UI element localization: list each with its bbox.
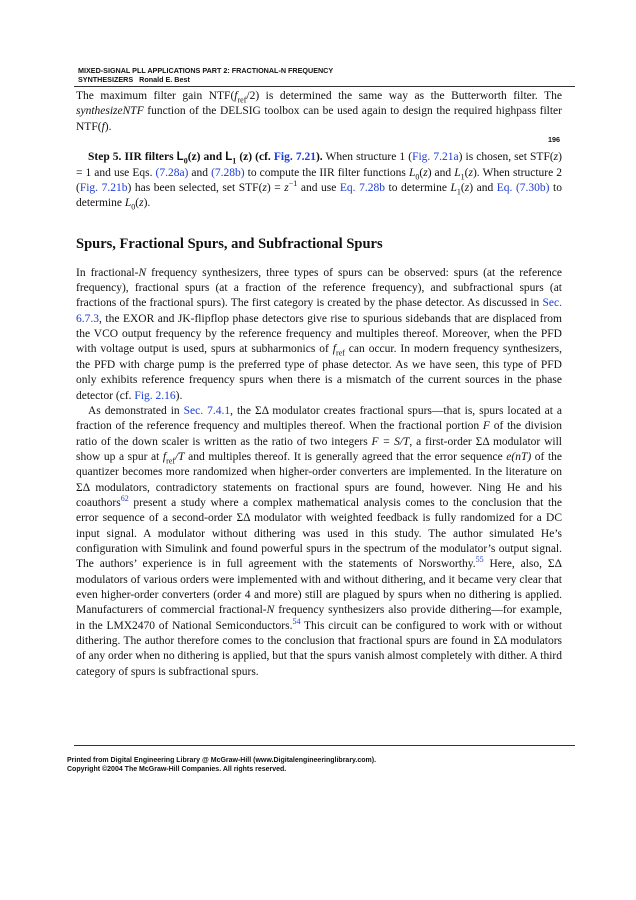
link-sec-6-7-3[interactable]: Sec. 6.7.3 (76, 297, 562, 325)
section-heading: Spurs, Fractional Spurs, and Subfractional Spurs (76, 235, 383, 252)
link-sec-7-4-1[interactable]: Sec. 7.4.1 (183, 404, 231, 417)
page-body (76, 89, 562, 680)
paragraph-step5: Step 5. IIR filters $L_0(z)$ and $L_1$ (z) (cf. Fig. 7.21). When structure 1 (Fig. 7.21a) is chosen, set STF(z) = 1 and use Eqs. (7.28a) and (7.28b) to compute the IIR filter functions $L_0(z)$ and $L_1(z)$. When structure 2 (Fig. 7.21b) has been selected, set $STF(z) = z^{-1}$ and use Eq. 7.28b to determine $L_1(z)$ and Eq. (7.30b) to determine $L_0(z)$. (76, 151, 563, 212)
footer-line1: Printed from Digital Engineering Library @ McGraw-Hill (www.Digitalengineeringlibrary.com). (67, 757, 377, 764)
link-eq-7-28b-2[interactable]: Eq. 7.28b (339, 182, 385, 195)
header-title-line2: SYNTHESIZERS Ronald E. Best (78, 75, 190, 84)
link-fig-7-21[interactable]: Fig. 7.21 (273, 151, 316, 164)
ref-62[interactable]: 62 (120, 494, 129, 504)
header-title-line1: MIXED-SIGNAL PLL APPLICATIONS PART 2: FRACTIONAL-N FREQUENCY (78, 66, 334, 75)
footer-rule (74, 745, 575, 746)
link-eq-7-28b[interactable]: (7.28b) (211, 166, 245, 179)
step5-heading: Step 5. IIR filters $L_0(z)$ and $L_1$ (z) (cf. Fig. 7.21). (88, 151, 323, 166)
link-eq-7-30b[interactable]: Eq. (7.30b) (496, 182, 550, 195)
header-author: Ronald E. Best (139, 75, 190, 84)
header-rule (74, 86, 575, 87)
link-fig-2-16[interactable]: Fig. 2.16 (134, 389, 176, 402)
footer (67, 756, 376, 774)
link-fig-7-21b[interactable]: Fig. 7.21b (79, 182, 128, 195)
ref-54[interactable]: 54 (292, 616, 301, 626)
paragraph-filter-gain: The maximum filter gain $NTF(f_{ref}/2)$ is determined the same way as the Butterworth filter. The synthesizeNTF function of the DELSIG toolbox can be used again to design the required highpass filter NTF(f). (76, 90, 562, 133)
ref-55[interactable]: 55 (475, 555, 484, 565)
link-eq-7-28a[interactable]: (7.28a) (155, 166, 189, 179)
paragraph-spur-types: In fractional-N frequency synthesizers, three types of spurs can be observed: spurs (at the reference frequency), fractional spurs (at a fraction of the reference frequency), and subfractional spurs (at fractions of the fractional spurs). The first category is created by the phase detector. As discussed in Sec. 6.7.3, the EXOR and JK-flipflop phase detectors give rise to spurious sidebands that are displaced from the VCO output frequency by the reference frequency and multiples thereof. Moreover, when the PFD with voltage output is used, spurs at subharmonics of $f_{ref}$ can occur. In modern frequency synthesizers, the PFD with charge pump is the preferred type of phase detector. As we have seen, this type of PFD only exhibits reference frequency spurs when there is a mismatch of the current sources in the phase detector (cf. Fig. 2.16). (76, 266, 562, 402)
paragraph-sigma-delta: As demonstrated in Sec. 7.4.1, the ΣΔ modulator creates fractional spurs—that is, spurs located at a fraction of the reference frequency and multiples thereof. When the fractional portion F of the division ratio of the down scaler is written as the ratio of two integers F = S/T, a first-order ΣΔ modulator will show up a spur at $f_{ref}/T$ and multiples thereof. It is generally agreed that the error sequence e(nT) of the quantizer becomes more randomized when higher-order converters are implemented. In the literature on ΣΔ modulators, contradictory statements on fractional spurs are found, however. Ning He and his coauthors$^{62}$ present a study where a complex mathematical analysis comes to the conclusion that the error sequence of a second-order ΣΔ modulator with weighted feedback is fully randomized for a DC input signal. A modulator without dithering was used in this study. The author simulated He’s configuration with Simulink and found powerful spurs in the spectrum of the modulator’s output signal. The authors’ experience is in full agreement with the statements of Norsworthy.$^{55}$ Here, also, ΣΔ modulators of various orders were implemented with and without dithering, and it became very clear that even higher-order converters (order 4 and more) still are plagued by spurs when no dithering is applied. Manufacturers of commercial fractional-N frequency synthesizers also provide dithering—for example, in the LMX2470 of National Semiconductors.$^{54}$ This circuit can be configured to work with or without dithering. The author therefore comes to the conclusion that fractional spurs are found in ΣΔ modulators of any order when no dithering is applied, but that the spurs vanish almost completely with dither. A third category of spurs is subfractional spurs. (76, 404, 563, 678)
footer-line2: Copyright ©2004 The McGraw-Hill Companies. All rights reserved. (67, 766, 287, 773)
page-number: 196 (548, 135, 560, 144)
link-fig-7-21a[interactable]: Fig. 7.21a (412, 151, 459, 164)
